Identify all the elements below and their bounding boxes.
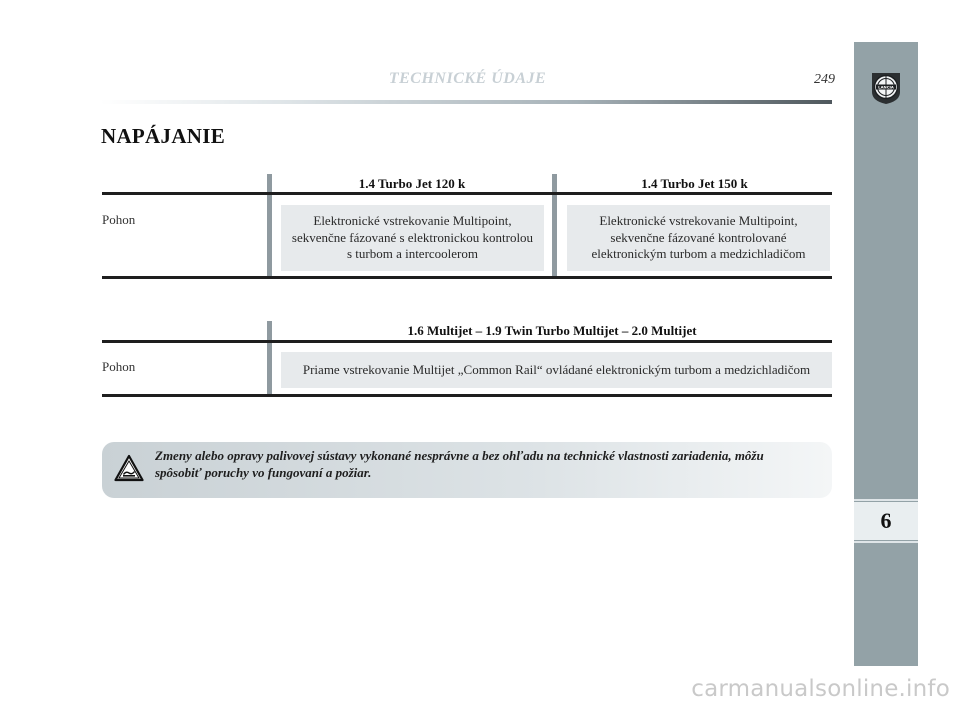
- cell-line: sekvenčne fázované s elektronickou kontrolou: [291, 229, 534, 245]
- cell-line: sekvenčne fázované kontrolované: [610, 229, 787, 245]
- cell-line: Elektronické vstrekovanie Multipoint,: [313, 213, 512, 229]
- chapter-sidebar: [854, 42, 918, 666]
- column-header-120k: 1.4 Turbo Jet 120 k: [358, 176, 466, 191]
- cell-line: elektronickým turbom a medzichladičom: [591, 246, 806, 262]
- svg-text:LANCIA: LANCIA: [878, 84, 894, 90]
- section-title: NAPÁJANIE: [101, 124, 226, 148]
- lancia-logo-icon: [868, 70, 904, 106]
- table-rule: [102, 340, 832, 343]
- table-cell-multijet: Priame vstrekovanie Multijet „Common Rail“ ovládané elektronickým turbom a medzichladičom: [281, 352, 832, 388]
- cell-line: Elektronické vstrekovanie Multipoint,: [599, 213, 798, 229]
- row-label-pohon: Pohon: [102, 359, 136, 374]
- warning-triangle-icon: [114, 454, 144, 482]
- warning-text: [155, 448, 820, 481]
- cell-line: s turbom a intercoolerom: [346, 246, 479, 262]
- chapter-tab[interactable]: 6: [854, 502, 918, 540]
- chapter-tab-divider: [854, 541, 918, 543]
- table-rule: [102, 276, 832, 279]
- table-cell-120k: [281, 205, 544, 271]
- page-number: 249: [814, 72, 835, 87]
- running-header-title: TECHNICKÉ ÚDAJE: [388, 70, 547, 87]
- table-rule: [102, 192, 832, 195]
- table-rule: [102, 394, 832, 397]
- row-label-pohon: Pohon: [102, 212, 136, 227]
- chapter-tab-divider: [854, 499, 918, 501]
- header-rule: [100, 100, 832, 104]
- warning-line: Zmeny alebo opravy palivovej sústavy vykonané nesprávne a bez ohľadu na technické vlastnosti zariadenia, môžu: [155, 448, 764, 463]
- table-cell-150k: [567, 205, 830, 271]
- column-header-multijet: 1.6 Multijet – 1.9 Twin Turbo Multijet – 2.0 Multijet: [407, 323, 697, 338]
- warning-line: spôsobiť poruchy vo fungovaní a požiar.: [155, 464, 372, 480]
- watermark-text: carmanualsonline.info: [691, 676, 950, 702]
- column-header-150k: 1.4 Turbo Jet 150 k: [641, 176, 748, 191]
